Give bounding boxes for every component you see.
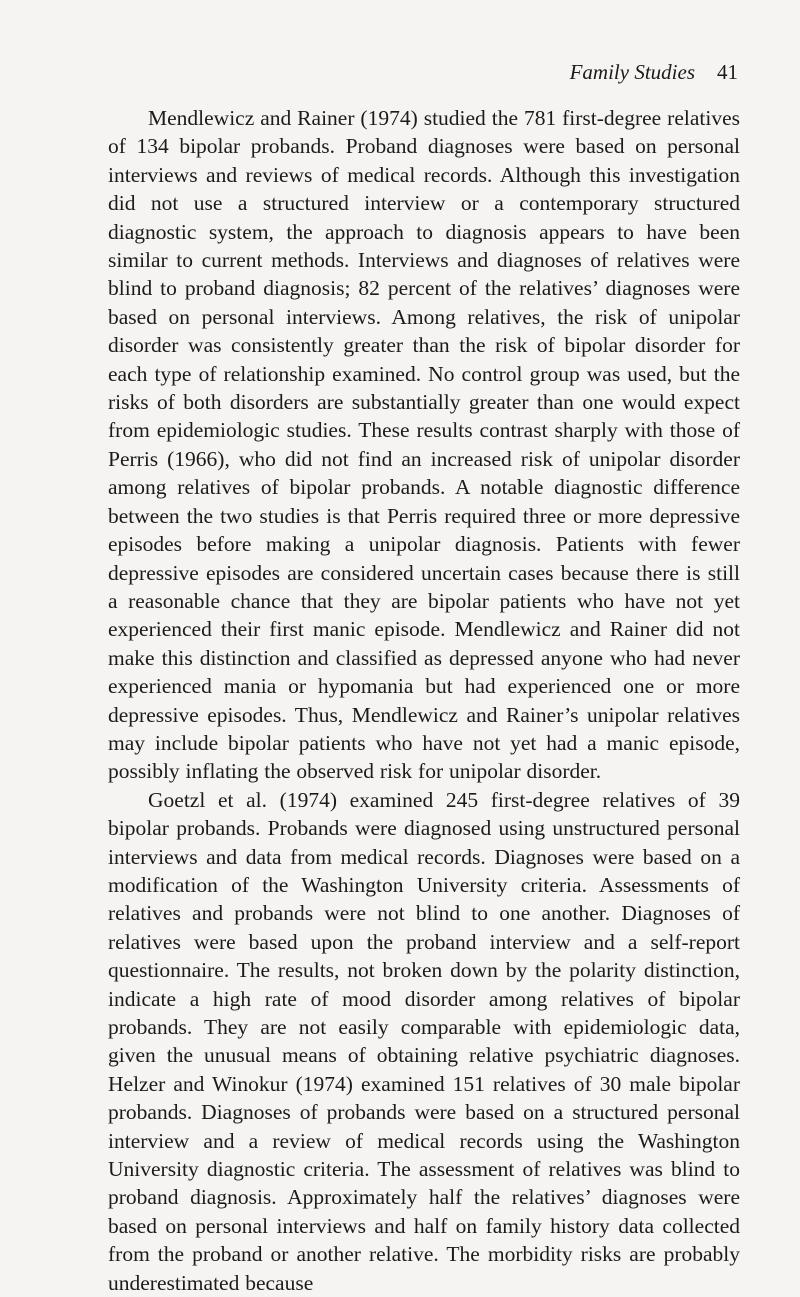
running-head-title: Family Studies [569,60,695,84]
body-text [108,104,740,1297]
paragraph-mendlewicz-rainer: Mendlewicz and Rainer (1974) studied the 781 first-degree relatives of 134 bipolar probands. Proband diagnoses were based on personal interviews and reviews of medical records. Although this investigation did not use a structured interview or a contemporary structured diagnostic system, the approach to diagnosis appears to have been similar to current methods. Interviews and diagnoses of relatives were blind to proband diagnosis; 82 percent of the relatives’ diagnoses were based on personal interviews. Among relatives, the risk of unipolar disorder was consistently greater than the risk of bipolar disorder for each type of relationship examined. No control group was used, but the risks of both disorders are substantially greater than one would expect from epidemiologic studies. These results contrast sharply with those of Perris (1966), who did not find an increased risk of unipolar disorder among relatives of bipolar probands. A notable diagnostic difference between the two studies is that Perris required three or more depressive episodes before making a unipolar diagnosis. Patients with fewer depressive episodes are considered uncertain cases because there is still a reasonable chance that they are bipolar patients who have not yet experienced their first manic episode. Mendlewicz and Rainer did not make this distinction and classified as depressed anyone who had never experienced mania or hypomania but had experienced one or more depressive episodes. Thus, Mendlewicz and Rainer’s unipolar relatives may include bipolar patients who have not yet had a manic episode, possibly inflating the observed risk for unipolar disorder. [108,106,740,784]
running-head [570,58,738,86]
paragraph-goetzl-helzer: Goetzl et al. (1974) examined 245 first-degree relatives of 39 bipolar probands. Probands were diagnosed using unstructured personal interviews and data from medical records. Diagnoses were based on a modification of the Washington University criteria. Assessments of relatives and probands were not blind to one another. Diagnoses of relatives were based upon the proband interview and a self-report questionnaire. The results, not broken down by the polarity distinction, indicate a high rate of mood disorder among relatives of bipolar probands. They are not easily comparable with epidemiologic data, given the unusual means of obtaining relative psychiatric diagnoses. Helzer and Winokur (1974) examined 151 relatives of 30 male bipolar probands. Diagnoses of probands were based on a structured personal interview and a review of medical records using the Washington University diagnostic criteria. The assessment of relatives was blind to proband diagnosis. Approximately half the relatives’ diagnoses were based on personal interviews and half on family history data collected from the proband or another relative. The morbidity risks are probably underestimated because [108,787,740,1295]
page-number: 41 [717,60,738,84]
